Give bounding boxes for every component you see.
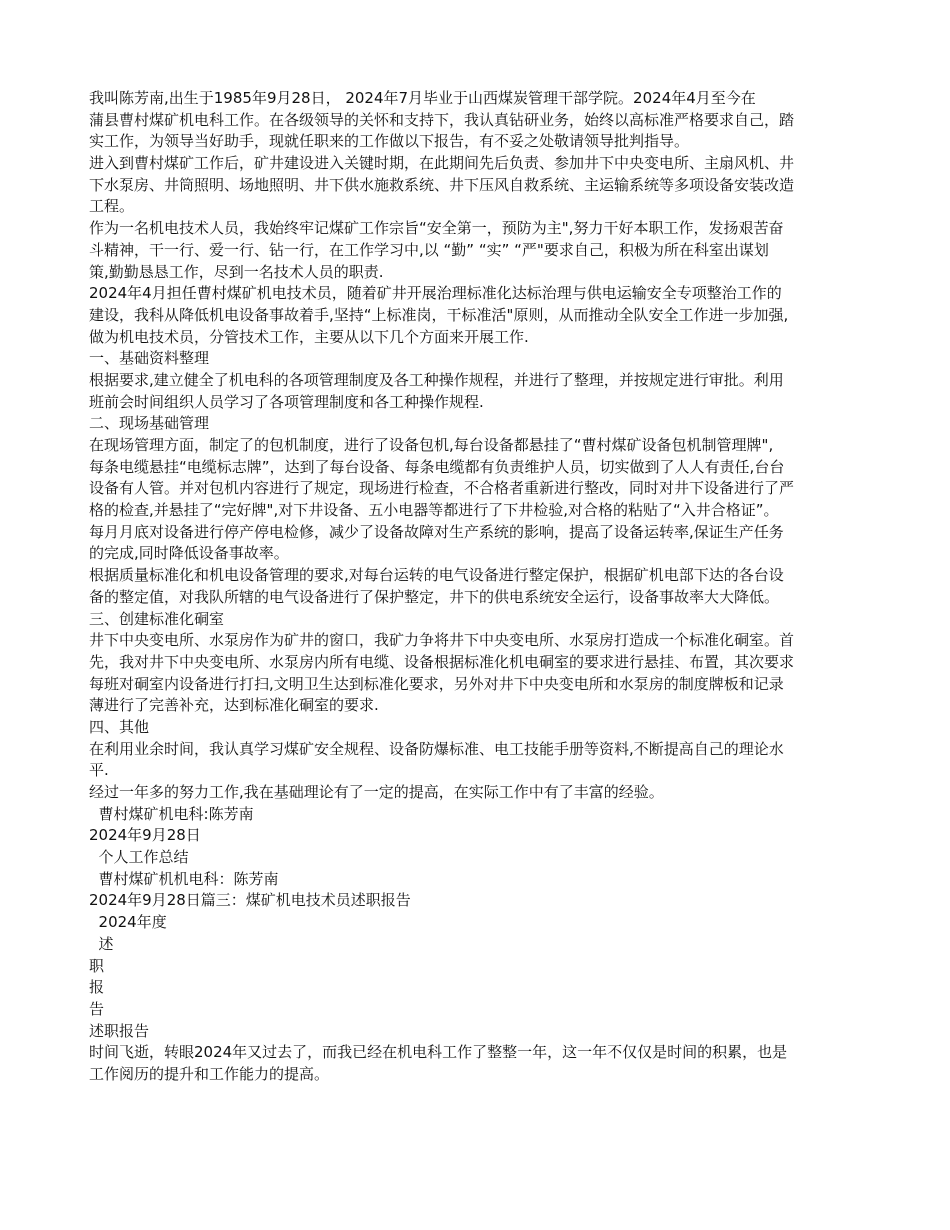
text-line: 告 bbox=[89, 999, 105, 1018]
text-line: 2024年9月28日篇三：煤矿机电技术员述职报告 bbox=[89, 891, 411, 910]
text-line: 职 bbox=[89, 956, 105, 975]
text-line: 述 bbox=[89, 934, 114, 953]
text-line: 每班对硐室内设备进行打扫,文明卫生达到标准化要求，另外对井下中央变电所和水泵房的制度牌板和记录 bbox=[89, 674, 784, 693]
text-line: 薄进行了完善补充，达到标准化硐室的要求. bbox=[89, 696, 379, 715]
text-line: 曹村煤矿机机电科：陈芳南 bbox=[89, 869, 279, 888]
text-line: 班前会时间组织人员学习了各项管理制度和各工种操作规程. bbox=[89, 392, 484, 411]
text-line: 备的整定值，对我队所辖的电气设备进行了保护整定，井下的供电系统安全运行，设备事故率大大降低。 bbox=[89, 587, 780, 606]
text-line: 一、基础资料整理 bbox=[89, 349, 210, 368]
text-line: 斗精神，干一行、爱一行、钻一行，在工作学习中,以 “勤” “实” “严"要求自己，积极为所在科室出谋划 bbox=[89, 240, 769, 259]
text-line: 建设，我科从降低机电设备事故着手,坚持“上标准岗，干标准活"原则，从而推动全队安全工作进一步加强, bbox=[89, 305, 789, 324]
text-line: 每月月底对设备进行停产停电检修，减少了设备故障对生产系统的影响，提高了设备运转率,保证生产任务 bbox=[89, 522, 784, 541]
text-line: 我叫陈芳南,出生于1985年9月28日， 2024年7月毕业于山西煤炭管理干部学院。2024年4月至今在 bbox=[89, 89, 756, 107]
text-line: 报 bbox=[89, 978, 105, 997]
text-line: 格的检查,并悬挂了“完好牌",对下井设备、五小电器等都进行了下井检验,对合格的粘贴了“入井合格证”。 bbox=[89, 501, 779, 520]
text-line: 下水泵房、井筒照明、场地照明、井下供水施救系统、井下压风自救系统、主运输系统等多项设备安装改造 bbox=[89, 175, 795, 194]
text-line: 个人工作总结 bbox=[89, 848, 189, 867]
text-line: 根据质量标准化和机电设备管理的要求,对每台运转的电气设备进行整定保护，根据矿机电部下达的各台设 bbox=[89, 566, 784, 585]
text-line: 二、现场基础管理 bbox=[89, 414, 210, 433]
text-line: 先，我对井下中央变电所、水泵房内所有电缆、设备根据标准化机电硐室的要求进行悬挂、布置，其次要求 bbox=[89, 652, 795, 671]
text-line: 2024年9月28日 bbox=[89, 826, 201, 845]
text-line: 每条电缆悬挂“电缆标志牌”，达到了每台设备、每条电缆都有负责维护人员，切实做到了人人有责任,台台 bbox=[89, 457, 785, 476]
text-line: 平. bbox=[89, 761, 109, 780]
text-line: 三、创建标准化硐室 bbox=[89, 609, 225, 628]
text-line: 述职报告 bbox=[89, 1021, 150, 1040]
text-line: 在利用业余时间，我认真学习煤矿安全规程、设备防爆标准、电工技能手册等资料,不断提高自己的理论水 bbox=[89, 739, 784, 758]
text-line: 井下中央变电所、水泵房作为矿井的窗口，我矿力争将井下中央变电所、水泵房打造成一个标准化硐室。首 bbox=[89, 631, 795, 650]
text-line: 在现场管理方面，制定了的包机制度，进行了设备包机,每台设备都悬挂了“曹村煤矿设备包机制管理牌", bbox=[89, 436, 774, 454]
text-line: 实工作，为领导当好助手，现就任职来的工作做以下报告，有不妥之处敬请领导批判指导。 bbox=[89, 132, 690, 151]
text-line: 设备有人管。并对包机内容进行了规定，现场进行检查，不合格者重新进行整改，同时对井下设备进行了严 bbox=[89, 479, 795, 498]
text-line: 做为机电技术员，分管技术工作，主要从以下几个方面来开展工作. bbox=[89, 327, 529, 346]
text-line: 2024年4月担任曹村煤矿机电技术员，随着矿井开展治理标准化达标治理与供电运输安全专项整治工作的 bbox=[89, 284, 782, 303]
text-line: 经过一年多的努力工作,我在基础理论有了一定的提高，在实际工作中有了丰富的经验。 bbox=[89, 783, 664, 801]
text-line: 进入到曹村煤矿工作后，矿井建设进入关键时期，在此期间先后负责、参加井下中央变电所、主扇风机、井 bbox=[89, 154, 795, 173]
text-line: 策,勤勤恳恳工作，尽到一名技术人员的职责. bbox=[89, 262, 384, 281]
text-line: 四、其他 bbox=[89, 717, 150, 736]
text-line: 蒲县曹村煤矿机电科工作。在各级领导的关怀和支持下，我认真钻研业务，始终以高标准严格要求自己，踏 bbox=[89, 110, 795, 129]
text-line: 曹村煤矿机电科:陈芳南 bbox=[89, 804, 254, 823]
text-line: 的完成,同时降低设备事故率。 bbox=[89, 544, 289, 563]
text-line: 2024年度 bbox=[89, 913, 167, 932]
text-line: 时间飞逝，转眼2024年又过去了，而我已经在机电科工作了整整一年，这一年不仅仅是时间的积累，也是 bbox=[89, 1043, 788, 1062]
document-body bbox=[89, 88, 864, 1086]
text-line: 根据要求,建立健全了机电科的各项管理制度及各工种操作规程，并进行了整理，并按规定进行审批。利用 bbox=[89, 370, 784, 389]
text-line: 工程。 bbox=[89, 197, 135, 216]
text-line: 工作阅历的提升和工作能力的提高。 bbox=[89, 1064, 330, 1083]
text-line: 作为一名机电技术人员，我始终牢记煤矿工作宗旨“安全第一，预防为主",努力干好本职工作，发扬艰苦奋 bbox=[89, 219, 784, 238]
